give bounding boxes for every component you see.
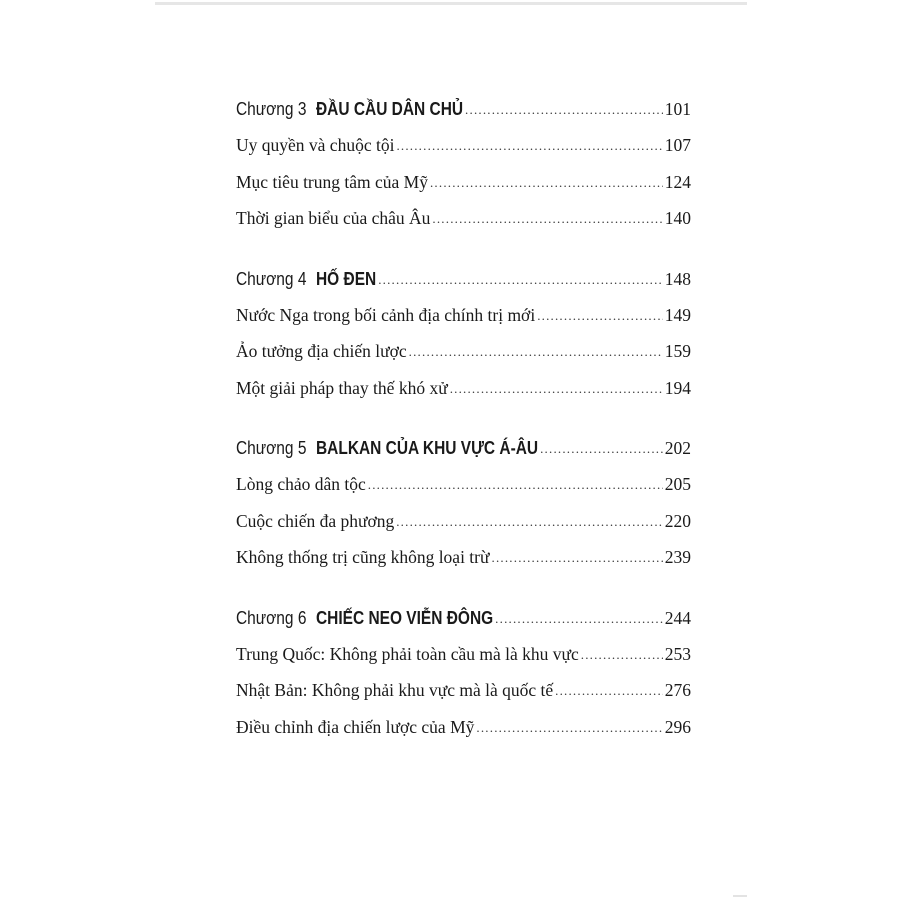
dot-leader (555, 683, 663, 699)
toc-entry (236, 208, 691, 245)
chapter-label: Chương 3 (236, 99, 307, 119)
entry-title: Uy quyền và chuộc tội (236, 135, 395, 155)
dot-leader (378, 272, 663, 288)
toc-entry (236, 341, 691, 378)
dot-leader (492, 550, 663, 566)
toc-chapter (236, 608, 691, 754)
toc-entry (236, 680, 691, 717)
dot-leader (465, 102, 663, 118)
entry-title: Lòng chảo dân tộc (236, 474, 366, 494)
chapter-label: Chương 6 (236, 607, 307, 628)
dot-leader (430, 175, 663, 191)
entry-title: Cuộc chiến đa phương (236, 510, 395, 531)
entry-title: Nước Nga trong bối cảnh địa chính trị mới (236, 304, 536, 325)
toc-entry (236, 547, 691, 584)
chapter-label: Chương 4 (236, 268, 307, 289)
page-number: 149 (664, 304, 691, 325)
table-of-contents (236, 99, 691, 777)
dot-leader (540, 441, 663, 457)
top-divider (155, 2, 747, 5)
entry-title: Mục tiêu trung tâm của Mỹ (236, 171, 428, 192)
chapter-label: Chương 5 (236, 438, 307, 458)
dot-leader (396, 138, 662, 154)
entry-title: Ảo tưởng địa chiến lược (236, 341, 407, 361)
page-number: 148 (664, 268, 691, 289)
chapter-title: CHIẾC NEO VIỄN ĐÔNG (316, 607, 494, 628)
toc-chapter (236, 269, 691, 415)
page-number: 276 (664, 680, 691, 700)
page-number: 124 (664, 171, 691, 192)
chapter-heading-row (236, 438, 691, 468)
dot-leader (581, 647, 663, 663)
page-number: 244 (664, 607, 691, 628)
page-number: 159 (664, 341, 691, 361)
toc-entry (236, 172, 691, 209)
chapter-title: HỐ ĐEN (316, 268, 377, 289)
chapter-heading-row (236, 99, 691, 129)
toc-entry (236, 717, 691, 754)
toc-entry (236, 135, 691, 172)
page-number: 202 (664, 438, 691, 458)
chapter-title: ĐẦU CẦU DÂN CHỦ (316, 99, 464, 119)
entry-title: Không thống trị cũng không loại trừ (236, 547, 490, 567)
corner-mark (733, 895, 747, 897)
toc-entry (236, 644, 691, 681)
page-number: 296 (664, 716, 691, 737)
entry-title: Thời gian biểu của châu Âu (236, 208, 431, 228)
page-number: 107 (664, 135, 691, 155)
toc-chapter (236, 99, 691, 245)
dot-leader (396, 514, 663, 530)
page-number: 194 (664, 377, 691, 398)
toc-entry (236, 305, 691, 342)
dot-leader (495, 611, 663, 627)
toc-entry (236, 511, 691, 548)
page-number: 253 (664, 643, 691, 664)
page-number: 101 (664, 99, 691, 119)
page-number: 220 (664, 510, 691, 531)
page-number: 239 (664, 547, 691, 567)
dot-leader (409, 344, 663, 360)
chapter-heading-row (236, 269, 691, 299)
dot-leader (368, 477, 663, 493)
page-number: 205 (664, 474, 691, 494)
dot-leader (432, 211, 662, 227)
toc-entry (236, 474, 691, 511)
dot-leader (476, 720, 662, 736)
entry-title: Nhật Bản: Không phải khu vực mà là quốc tế (236, 680, 554, 700)
chapter-title: BALKAN CỦA KHU VỰC Á-ÂU (316, 438, 539, 458)
entry-title: Một giải pháp thay thế khó xử (236, 377, 448, 398)
toc-entry (236, 378, 691, 415)
page-number: 140 (664, 208, 691, 228)
entry-title: Điều chỉnh địa chiến lược của Mỹ (236, 716, 475, 737)
entry-title: Trung Quốc: Không phải toàn cầu mà là khu vực (236, 643, 579, 664)
dot-leader (537, 308, 663, 324)
dot-leader (450, 381, 663, 397)
toc-chapter (236, 438, 691, 584)
chapter-heading-row (236, 608, 691, 638)
